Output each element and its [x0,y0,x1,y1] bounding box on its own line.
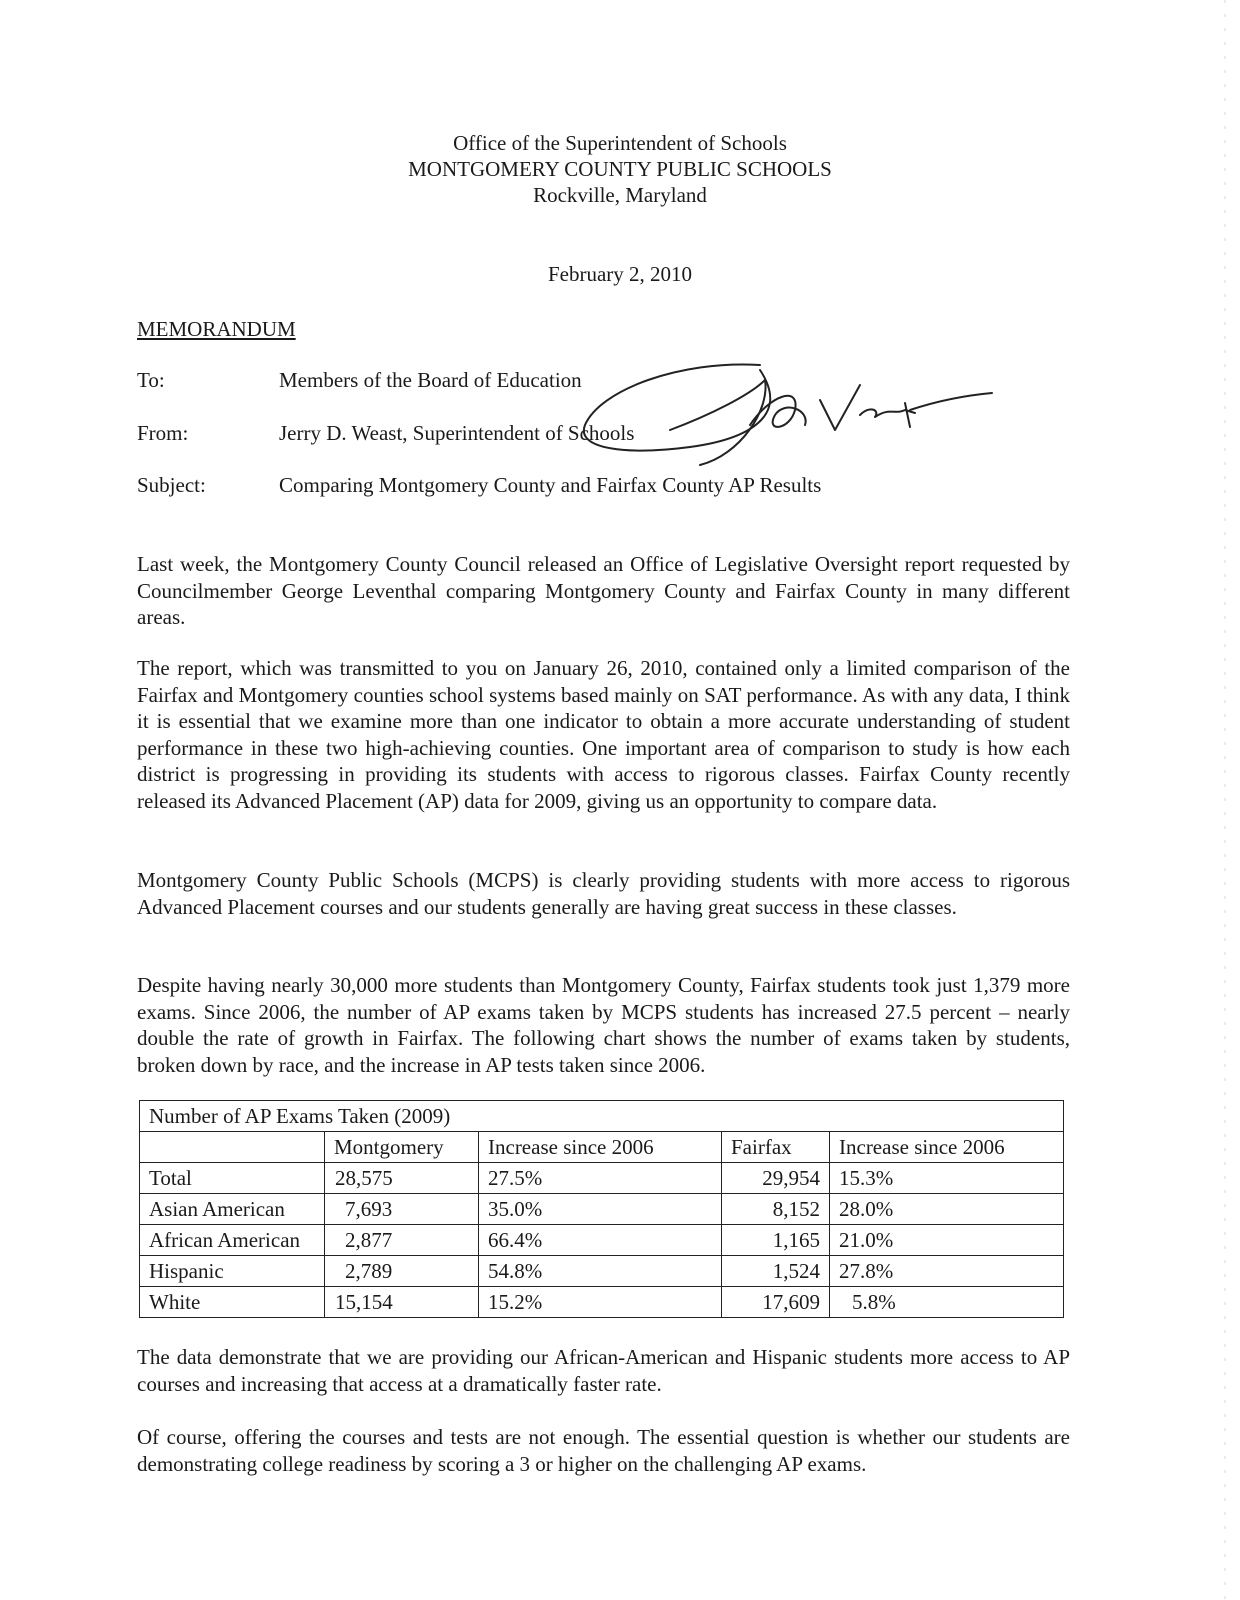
memo-date: February 2, 2010 [547,262,693,286]
column-header: Increase since 2006 [830,1132,1064,1163]
fairfax-increase: 28.0% [830,1194,1064,1225]
letterhead [0,130,1240,208]
scan-edge-marks [1224,0,1226,1600]
fairfax-count: 1,165 [722,1225,830,1256]
to-value: Members of the Board of Education [279,368,582,392]
paragraph-5: The data demonstrate that we are providing our African-American and Hispanic students more access to AP courses and increasing that access at a dramatically faster rate. [137,1345,1070,1396]
fairfax-count: 8,152 [722,1194,830,1225]
table-header-row [140,1132,1064,1163]
table-title: Number of AP Exams Taken (2009) [140,1101,1064,1132]
table-row [140,1163,1064,1194]
table-row [140,1287,1064,1318]
memo-title: MEMORANDUM [137,317,296,341]
fairfax-increase: 27.8% [830,1256,1064,1287]
letterhead-organization: MONTGOMERY COUNTY PUBLIC SCHOOLS [408,157,832,181]
montgomery-increase: 27.5% [479,1163,722,1194]
from-label: From: [137,421,189,445]
fairfax-count: 29,954 [722,1163,830,1194]
montgomery-count: 2,789 [325,1256,479,1287]
paragraph-6: Of course, offering the courses and tests are not enough. The essential question is whether our students are demonstrating college readiness by scoring a 3 or higher on the challenging AP exams. [137,1425,1070,1476]
montgomery-count: 15,154 [325,1287,479,1318]
fairfax-count: 17,609 [722,1287,830,1318]
fairfax-increase: 21.0% [830,1225,1064,1256]
paragraph-2: The report, which was transmitted to you on January 26, 2010, contained only a limited comparison of the Fairfax and Montgomery counties school systems based mainly on SAT performance. As with any data, I think it is essential that we examine more than one indicator to obtain a more accurate understanding of student performance in these two high-achieving counties. One important area of comparison to study is how each district is progressing in providing its students with access to rigorous classes. Fairfax County recently released its Advanced Placement (AP) data for 2009, giving us an opportunity to compare data. [137,656,1070,813]
row-label: Asian American [140,1194,325,1225]
signature-icon [560,355,1000,475]
table-row [140,1194,1064,1225]
paragraph-1: Last week, the Montgomery County Council released an Office of Legislative Oversight report requested by Councilmember George Leventhal comparing Montgomery County and Fairfax County in many different areas. [137,552,1070,629]
column-header: Fairfax [722,1132,830,1163]
column-header: Increase since 2006 [479,1132,722,1163]
table-row [140,1225,1064,1256]
paragraph-3: Montgomery County Public Schools (MCPS) is clearly providing students with more access to rigorous Advanced Placement courses and our students generally are having great success in these classes. [137,868,1070,919]
subject-label: Subject: [137,473,206,497]
montgomery-increase: 54.8% [479,1256,722,1287]
fairfax-count: 1,524 [722,1256,830,1287]
row-label: Total [140,1163,325,1194]
letterhead-location: Rockville, Maryland [533,183,707,207]
row-label: White [140,1287,325,1318]
montgomery-increase: 35.0% [479,1194,722,1225]
letterhead-office: Office of the Superintendent of Schools [453,131,787,155]
montgomery-increase: 15.2% [479,1287,722,1318]
table-title-row [140,1101,1064,1132]
ap-exams-table [139,1100,1064,1318]
paragraph-4: Despite having nearly 30,000 more students than Montgomery County, Fairfax students took just 1,379 more exams. Since 2006, the number of AP exams taken by MCPS students has increased 27.5 percent – nearly double the rate of growth in Fairfax. The following chart shows the number of exams taken by students, broken down by race, and the increase in AP tests taken since 2006. [137,973,1070,1077]
row-label: Hispanic [140,1256,325,1287]
fairfax-increase: 5.8% [830,1287,1064,1318]
montgomery-count: 7,693 [325,1194,479,1225]
montgomery-count: 28,575 [325,1163,479,1194]
row-label: African American [140,1225,325,1256]
column-header [140,1132,325,1163]
from-value: Jerry D. Weast, Superintendent of Schools [279,421,635,445]
fairfax-increase: 15.3% [830,1163,1064,1194]
column-header: Montgomery [325,1132,479,1163]
montgomery-count: 2,877 [325,1225,479,1256]
montgomery-increase: 66.4% [479,1225,722,1256]
to-label: To: [137,368,165,392]
table-row [140,1256,1064,1287]
subject-value: Comparing Montgomery County and Fairfax County AP Results [279,473,822,497]
